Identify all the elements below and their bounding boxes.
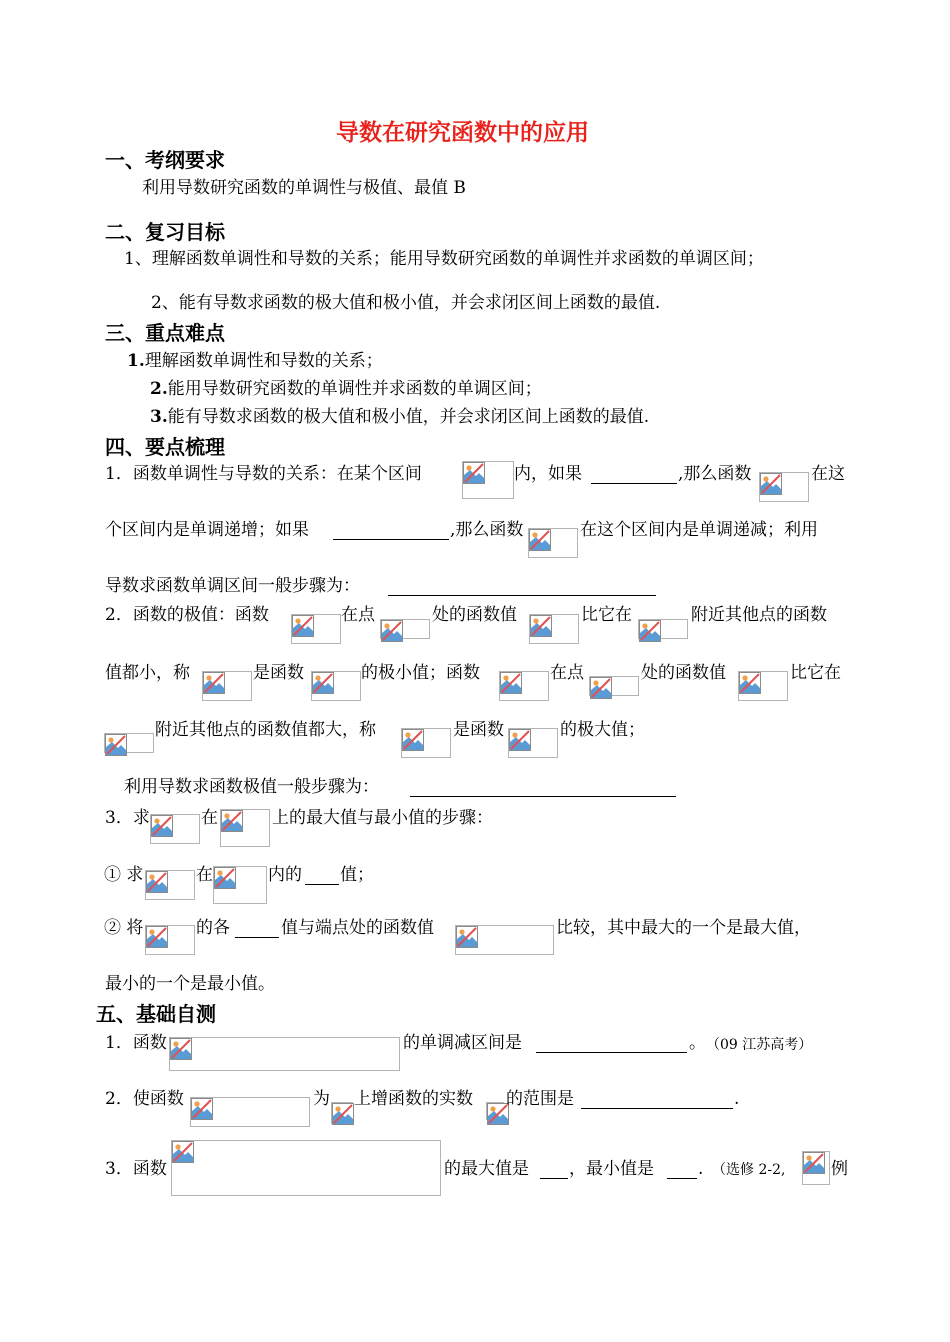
test1-text: 的单调减区间是	[403, 1033, 522, 1053]
formula-image	[401, 728, 451, 758]
answer-blank[interactable]	[235, 920, 279, 938]
broken-image-icon	[590, 677, 612, 699]
formula-image	[145, 870, 195, 900]
formula-image	[486, 1102, 504, 1120]
answer-blank[interactable]	[667, 1161, 697, 1179]
point2-text: 在点	[341, 605, 375, 625]
test2-text: 2．使函数	[105, 1089, 184, 1109]
key-point-1: 1.理解函数单调性和导数的关系；	[127, 351, 383, 371]
broken-image-icon	[221, 810, 243, 832]
key-point-3: 3.能有导数求函数的极大值和极小值，并会求闭区间上函数的最值.	[150, 407, 650, 427]
point2-text: 附近其他点的函数	[691, 605, 827, 625]
broken-image-icon	[530, 615, 552, 637]
answer-blank[interactable]	[388, 578, 656, 596]
point2-text: 利用导数求函数极值一般步骤为：	[124, 777, 379, 797]
point1-text: 个区间内是单调递增；如果	[105, 520, 309, 540]
test2-text: 的范围是	[506, 1089, 574, 1109]
formula-image	[169, 1037, 400, 1071]
point2-text: 2．函数的极值：函数	[105, 605, 269, 625]
answer-blank[interactable]	[540, 1161, 568, 1179]
broken-image-icon	[172, 1141, 194, 1163]
point3-text: 上的最大值与最小值的步骤：	[272, 808, 493, 828]
broken-image-icon	[191, 1098, 213, 1120]
point2-text: 附近其他点的函数值都大，称	[155, 720, 376, 740]
formula-image	[311, 671, 361, 701]
test3-source: （选修 2-2,	[712, 1162, 786, 1178]
formula-image	[145, 925, 195, 955]
formula-image	[380, 619, 430, 639]
point3-text: 在	[196, 865, 213, 885]
broken-image-icon	[332, 1103, 354, 1125]
point1-text: ,那么函数	[450, 520, 524, 540]
broken-image-icon	[214, 867, 236, 889]
answer-blank[interactable]	[333, 522, 449, 540]
formula-image	[202, 671, 252, 701]
test3-text: .	[698, 1159, 704, 1179]
formula-image	[150, 814, 200, 844]
formula-image	[528, 528, 578, 558]
answer-blank[interactable]	[305, 867, 339, 885]
test2-text: .	[734, 1089, 740, 1109]
broken-image-icon	[203, 672, 225, 694]
point3-text: 的各	[196, 918, 230, 938]
point3-text: 在	[201, 808, 218, 828]
formula-image	[291, 614, 341, 644]
point3-text: 3．求	[105, 808, 150, 828]
answer-blank[interactable]	[410, 779, 676, 797]
point3-text: ② 将	[104, 918, 144, 938]
formula-image	[499, 671, 549, 701]
formula-image	[529, 614, 579, 644]
broken-image-icon	[760, 473, 782, 495]
formula-image	[455, 925, 554, 955]
point1-text: 在这个区间内是单调递减；利用	[580, 520, 818, 540]
broken-image-icon	[381, 620, 403, 642]
formula-image	[738, 671, 788, 701]
point2-text: 是函数	[253, 663, 304, 683]
broken-image-icon	[509, 729, 531, 751]
point3-text: 内的	[268, 865, 302, 885]
formula-image	[638, 619, 688, 639]
test3-text: ，最小值是	[569, 1159, 654, 1179]
test3-text: 3．函数	[105, 1159, 167, 1179]
point2-text: 处的函数值	[432, 605, 517, 625]
formula-image	[802, 1151, 830, 1185]
test3-text: 例	[831, 1159, 848, 1179]
point3-text: 值；	[340, 865, 374, 885]
key-point-2: 2.能用导数研究函数的单调性并求函数的单调区间；	[150, 379, 542, 399]
section-heading-requirements: 一、考纲要求	[105, 148, 225, 172]
test1-text: 1．函数	[105, 1033, 167, 1053]
point1-text: ,那么函数	[678, 464, 752, 484]
point1-text: 内，如果	[514, 464, 582, 484]
section-heading-self-test: 五、基础自测	[96, 1002, 216, 1026]
formula-image	[190, 1097, 310, 1127]
formula-image	[508, 728, 558, 758]
point2-text: 比它在	[790, 663, 841, 683]
formula-image	[220, 809, 270, 847]
broken-image-icon	[292, 615, 314, 637]
point1-text: 1．函数单调性与导数的关系：在某个区间	[105, 464, 422, 484]
point2-text: 是函数	[453, 720, 504, 740]
point3-text: 值与端点处的函数值	[281, 918, 434, 938]
broken-image-icon	[739, 672, 761, 694]
broken-image-icon	[151, 815, 173, 837]
answer-blank[interactable]	[591, 466, 677, 484]
answer-blank[interactable]	[581, 1091, 733, 1109]
test1-text: 。	[689, 1033, 706, 1053]
broken-image-icon	[402, 729, 424, 751]
test3-text: 的最大值是	[444, 1159, 529, 1179]
test2-text: 为	[313, 1089, 330, 1109]
goal-item-2: 2、能有导数求函数的极大值和极小值，并会求闭区间上函数的最值.	[151, 293, 661, 313]
formula-image	[331, 1102, 353, 1124]
broken-image-icon	[312, 672, 334, 694]
broken-image-icon	[529, 529, 551, 551]
broken-image-icon	[105, 734, 127, 756]
test1-source: （09 江苏高考）	[706, 1037, 813, 1053]
formula-image	[759, 472, 809, 502]
broken-image-icon	[639, 620, 661, 642]
section-heading-summary: 四、要点梳理	[105, 435, 225, 459]
section-heading-goals: 二、复习目标	[105, 220, 225, 244]
formula-image	[171, 1140, 441, 1196]
point1-text: 导数求函数单调区间一般步骤为：	[105, 576, 360, 596]
formula-image	[213, 866, 267, 904]
section-heading-key-points: 三、重点难点	[105, 321, 225, 345]
point3-text: 最小的一个是最小值。	[105, 974, 275, 994]
broken-image-icon	[463, 462, 485, 484]
point2-text: 处的函数值	[641, 663, 726, 683]
point2-text: 比它在	[581, 605, 632, 625]
formula-image	[589, 676, 639, 696]
broken-image-icon	[456, 926, 478, 948]
broken-image-icon	[146, 926, 168, 948]
formula-image	[104, 733, 154, 753]
document-title: 导数在研究函数中的应用	[336, 119, 589, 146]
point2-text: 值都小，称	[105, 663, 190, 683]
point3-text: 比较，其中最大的一个是最大值，	[556, 918, 811, 938]
broken-image-icon	[170, 1038, 192, 1060]
formula-image	[462, 461, 514, 499]
point1-text: 在这	[811, 464, 845, 484]
point3-text: ① 求	[104, 865, 144, 885]
point2-text: 的极小值；函数	[361, 663, 480, 683]
point2-text: 的极大值；	[560, 720, 645, 740]
answer-blank[interactable]	[536, 1035, 687, 1053]
broken-image-icon	[500, 672, 522, 694]
point2-text: 在点	[550, 663, 584, 683]
goal-item-1: 1、理解函数单调性和导数的关系；能用导数研究函数的单调性并求函数的单调区间；	[124, 249, 764, 269]
test2-text: 上增函数的实数	[354, 1089, 473, 1109]
requirements-text: 利用导数研究函数的单调性与极值、最值 B	[142, 178, 466, 198]
broken-image-icon	[803, 1152, 825, 1174]
broken-image-icon	[146, 871, 168, 893]
